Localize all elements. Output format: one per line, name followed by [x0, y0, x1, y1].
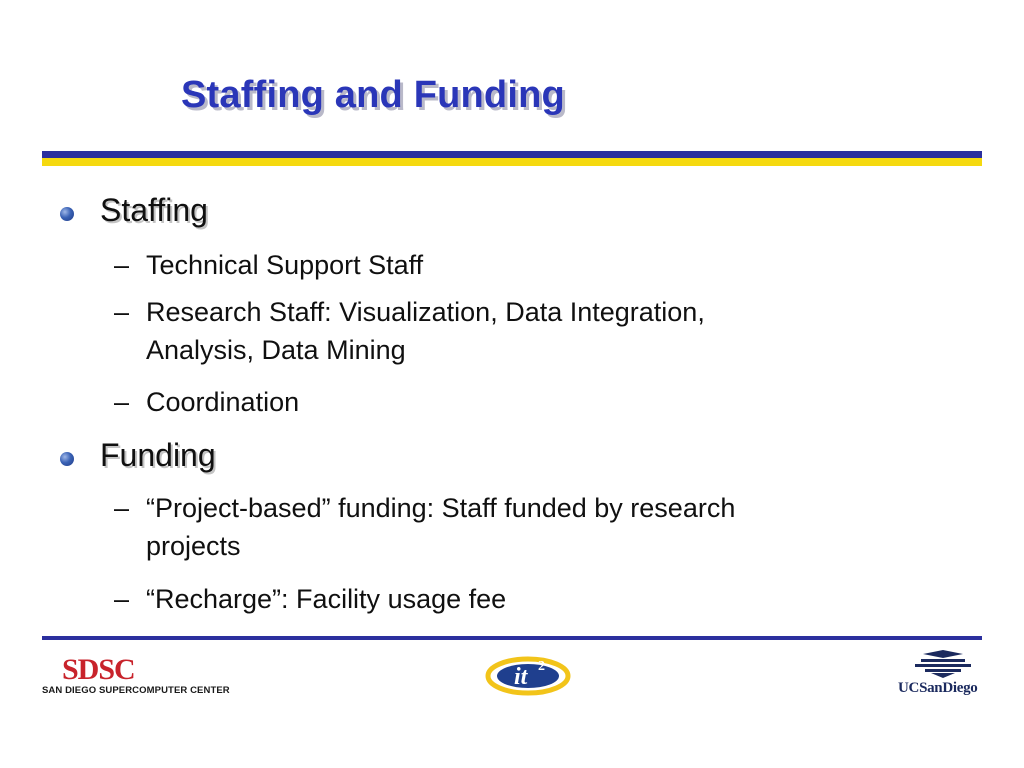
sub-bullet-line: Coordination — [146, 387, 300, 417]
it2-logo — [484, 648, 576, 698]
ucsd-library-icon — [895, 648, 990, 680]
dash-marker: – — [114, 250, 130, 280]
sub-bullet-text — [146, 293, 705, 369]
sub-bullet-text — [146, 383, 299, 421]
sub-bullet-line: Analysis, Data Mining — [146, 335, 406, 365]
sub-bullet — [114, 489, 914, 565]
slide-title: Staffing and Funding — [181, 74, 565, 116]
sub-bullet-text — [146, 246, 423, 284]
bullet-heading: Staffing — [100, 192, 208, 228]
title-rule-blue — [42, 151, 982, 158]
sub-bullet — [114, 293, 914, 369]
sub-bullet — [114, 580, 914, 618]
dash-marker: – — [114, 584, 130, 614]
title-rule-yellow — [42, 158, 982, 166]
bullet-heading: Funding — [100, 437, 216, 473]
dash-marker: – — [114, 387, 130, 417]
bullet-funding — [60, 437, 216, 474]
sub-bullet-line: Technical Support Staff — [146, 250, 424, 280]
sub-bullet — [114, 246, 914, 284]
sub-bullet-line: Research Staff: Visualization, Data Integration, — [146, 297, 705, 327]
sub-bullet-line: projects — [146, 531, 241, 561]
bullet-staffing — [60, 192, 208, 229]
sdsc-logo-wordmark: SDSC — [62, 653, 135, 686]
sub-bullet-line: “Recharge”: Facility usage fee — [146, 584, 507, 614]
sdsc-logo-caption: SAN DIEGO SUPERCOMPUTER CENTER — [42, 685, 230, 696]
sdsc-logo — [42, 653, 230, 698]
ucsd-logo-wordmark: UCSanDiego — [898, 680, 978, 696]
it2-logo-text: it — [514, 664, 528, 690]
bullet-dot-icon — [60, 452, 74, 466]
ucsd-logo — [895, 648, 990, 700]
footer-rule — [42, 636, 982, 640]
bullet-dot-icon — [60, 207, 74, 221]
it2-logo-superscript: 2 — [538, 659, 545, 674]
sub-bullet-text — [146, 489, 735, 565]
sub-bullet-text — [146, 580, 506, 618]
sub-bullet-line: “Project-based” funding: Staff funded by research — [146, 493, 736, 523]
dash-marker: – — [114, 297, 130, 327]
sub-bullet — [114, 383, 914, 421]
it2-logo-icon — [484, 648, 576, 698]
dash-marker: – — [114, 493, 130, 523]
